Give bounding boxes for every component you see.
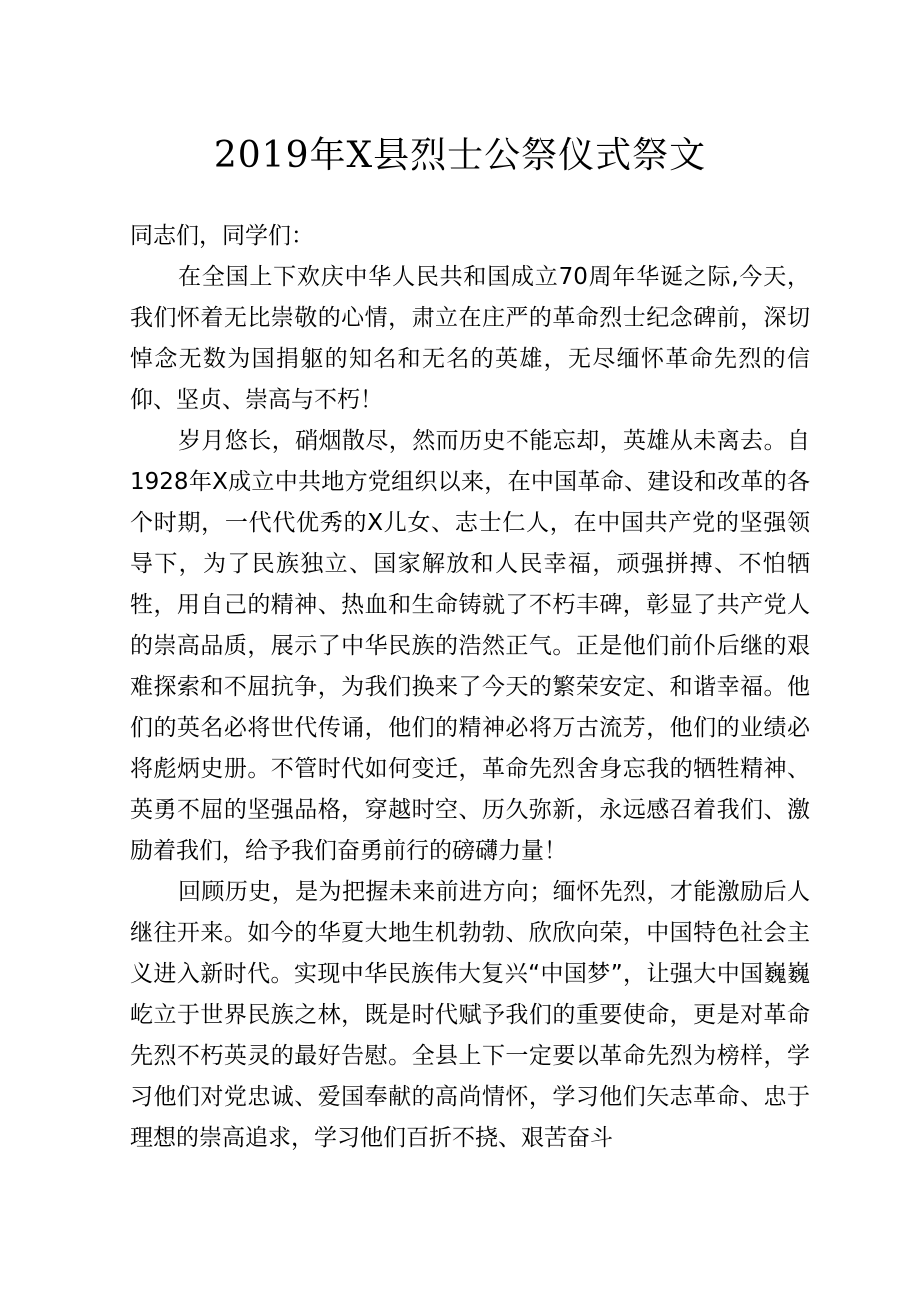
paragraph-3: 回顾历史，是为把握未来前进方向；缅怀先烈，才能激励后人继往开来。如今的华夏大地生机勃勃、欣欣向荣，中国特色社会主义进入新时代。实现中华民族伟大复兴“中国梦”，让强大中国巍巍屹立于世界民族之林，既是时代赋予我们的重要使命，更是对革命先烈不朽英灵的最好告慰。全县上下一定要以革命先烈为榜样，学习他们对党忠诚、爱国奉献的高尚情怀，学习他们矢志革命、忠于理想的崇高追求，学习他们百折不挠、艰苦奋斗 bbox=[130, 879, 810, 1151]
document-title: 2019年X县烈士公祭仪式祭文 bbox=[213, 135, 707, 176]
salutation: 同志们，同学们： bbox=[130, 223, 314, 249]
paragraph-2: 岁月悠长，硝烟散尽，然而历史不能忘却，英雄从未离去。自1928年X成立中共地方党组织以来，在中国革命、建设和改革的各个时期，一代代优秀的X儿女、志士仁人，在中国共产党的坚强领导下，为了民族独立、国家解放和人民幸福，顽强拼搏、不怕牺牲，用自己的精神、热血和生命铸就了不朽丰碑，彰显了共产党人的崇高品质，展示了中华民族的浩然正气。正是他们前仆后继的艰难探索和不屈抗争，为我们换来了今天的繁荣安定、和谐幸福。他们的英名必将世代传诵，他们的精神必将万古流芳，他们的业绩必将彪炳史册。不管时代如何变迁，革命先烈舍身忘我的牺牲精神、英勇不屈的坚强品格，穿越时空、历久弥新，永远感召着我们、激励着我们，给予我们奋勇前行的磅礴力量！ bbox=[130, 428, 810, 864]
paragraph-1: 在全国上下欢庆中华人民共和国成立70周年华诞之际,今天，我们怀着无比崇敬的心情，肃立在庄严的革命烈士纪念碑前，深切悼念无数为国捐躯的知名和无名的英雄，无尽缅怀革命先烈的信仰、坚贞、崇高与不朽！ bbox=[130, 264, 810, 413]
document-body bbox=[130, 216, 810, 1159]
